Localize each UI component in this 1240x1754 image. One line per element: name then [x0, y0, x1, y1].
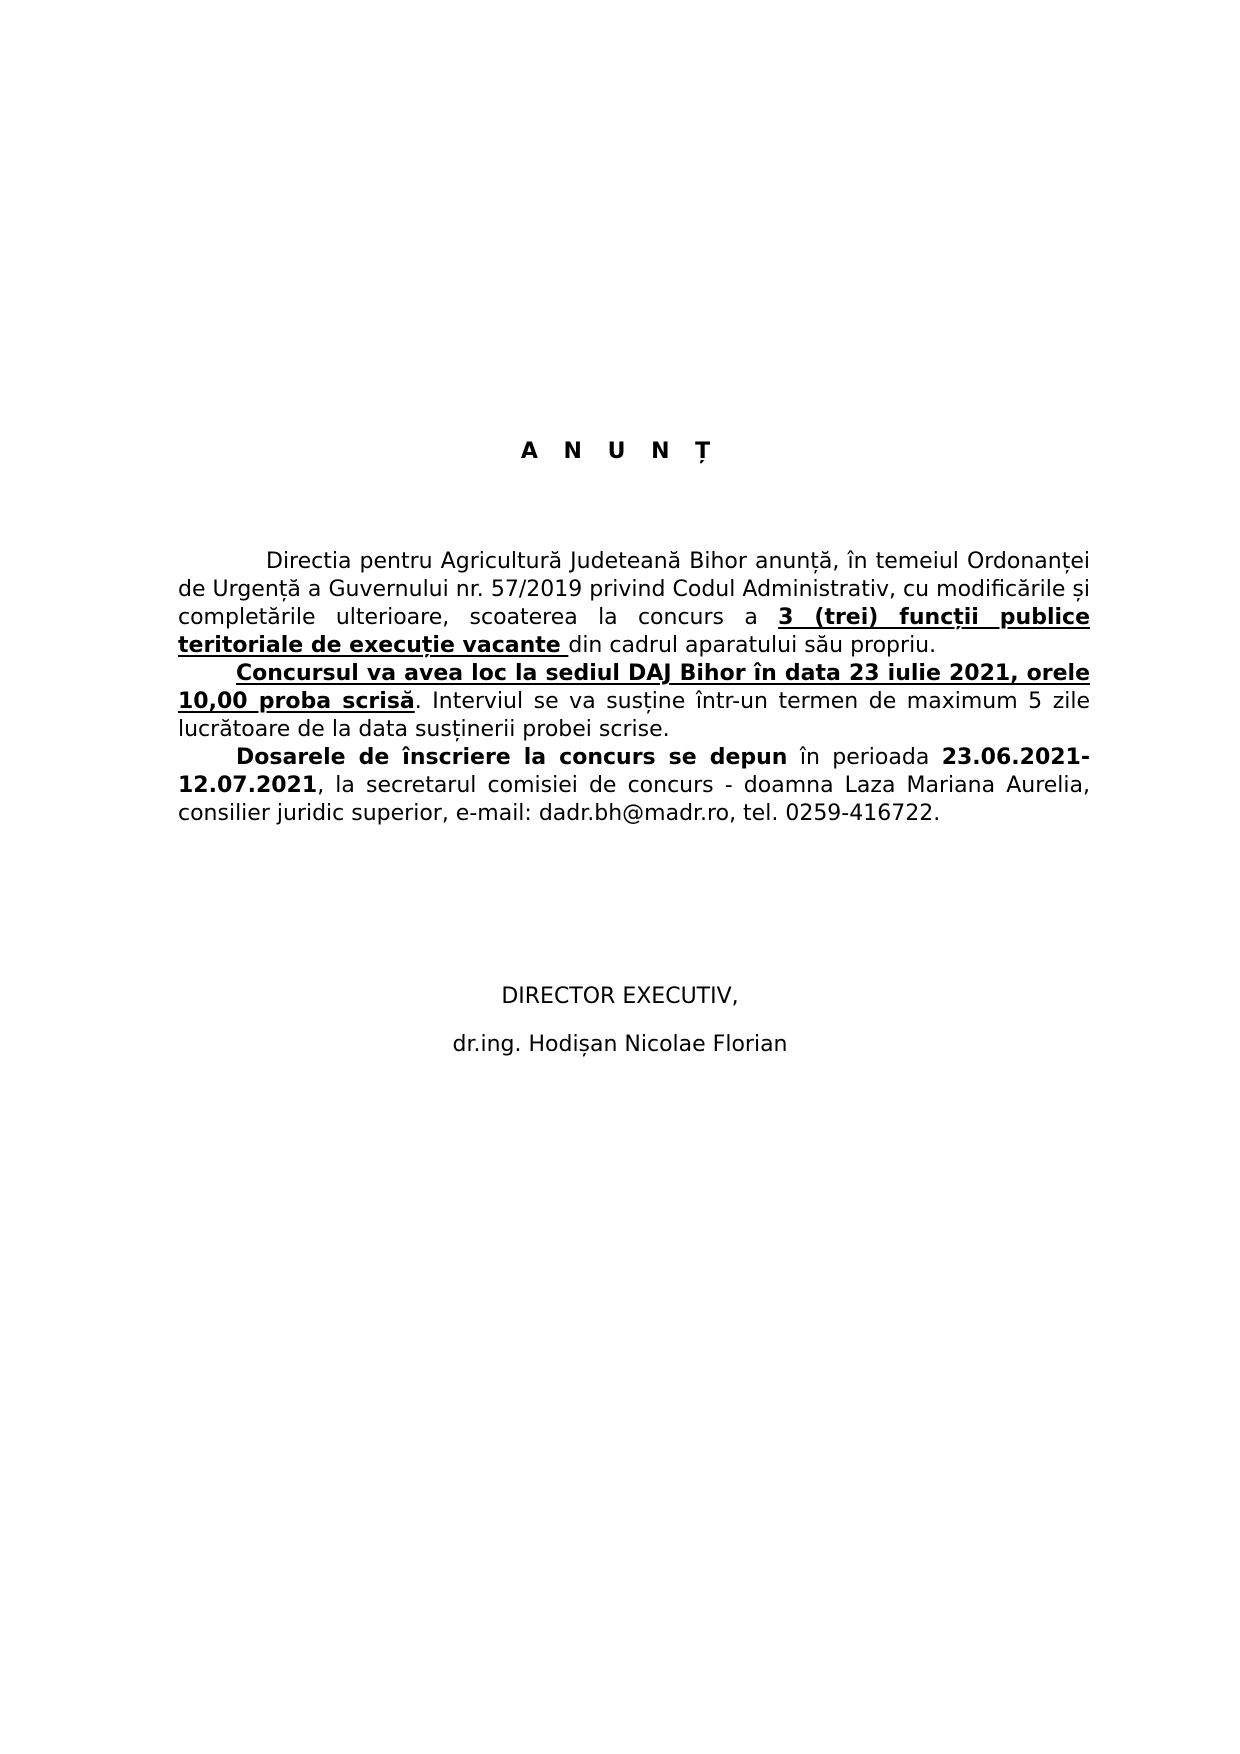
signature-role: DIRECTOR EXECUTIV, — [501, 984, 739, 1009]
paragraph2-text-after: . Interviul se va susține într-un termen de maximum 5 zile lucrătoare de la data susținerii probei scrise. — [178, 689, 1091, 742]
signature-name: dr.ing. Hodișan Nicolae Florian — [452, 1032, 788, 1057]
paragraph3-text-middle: în perioada — [787, 745, 942, 770]
paragraph-application-files — [178, 744, 1090, 828]
paragraph1-text-before: Directia pentru Agricultură Judeteană Bihor anunță, în temeiul Ordonanței de Urgență a Guvernului nr. 57/2019 privind Codul Administrativ, cu modificările și completările ulterioare, scoaterea la concurs a — [178, 549, 1090, 630]
paragraph3-text-after: , la secretarul comisiei de concurs - doamna Laza Mariana Aurelia, consilier juridic superior, e-mail: dadr.bh@madr.ro, tel. 0259-416722. — [178, 773, 1090, 826]
vacant-positions-highlight: 3 (trei) funcții publice teritoriale de execuție vacante — [178, 605, 1091, 658]
exam-date-highlight: Concursul va avea loc la sediul DAJ Bihor în data 23 iulie 2021, orele 10,00 proba scrisă — [178, 661, 1090, 714]
paragraph1-text-after: din cadrul aparatului său propriu. — [568, 633, 937, 658]
paragraph-exam-schedule — [178, 660, 1090, 744]
announcement-body — [178, 548, 1090, 828]
application-files-lead: Dosarele de înscriere la concurs se depun — [236, 745, 788, 770]
paragraph-competition-announcement — [178, 548, 1090, 660]
document-title: A N U N Ț — [520, 439, 720, 464]
application-period: 23.06.2021-12.07.2021 — [178, 745, 1090, 798]
